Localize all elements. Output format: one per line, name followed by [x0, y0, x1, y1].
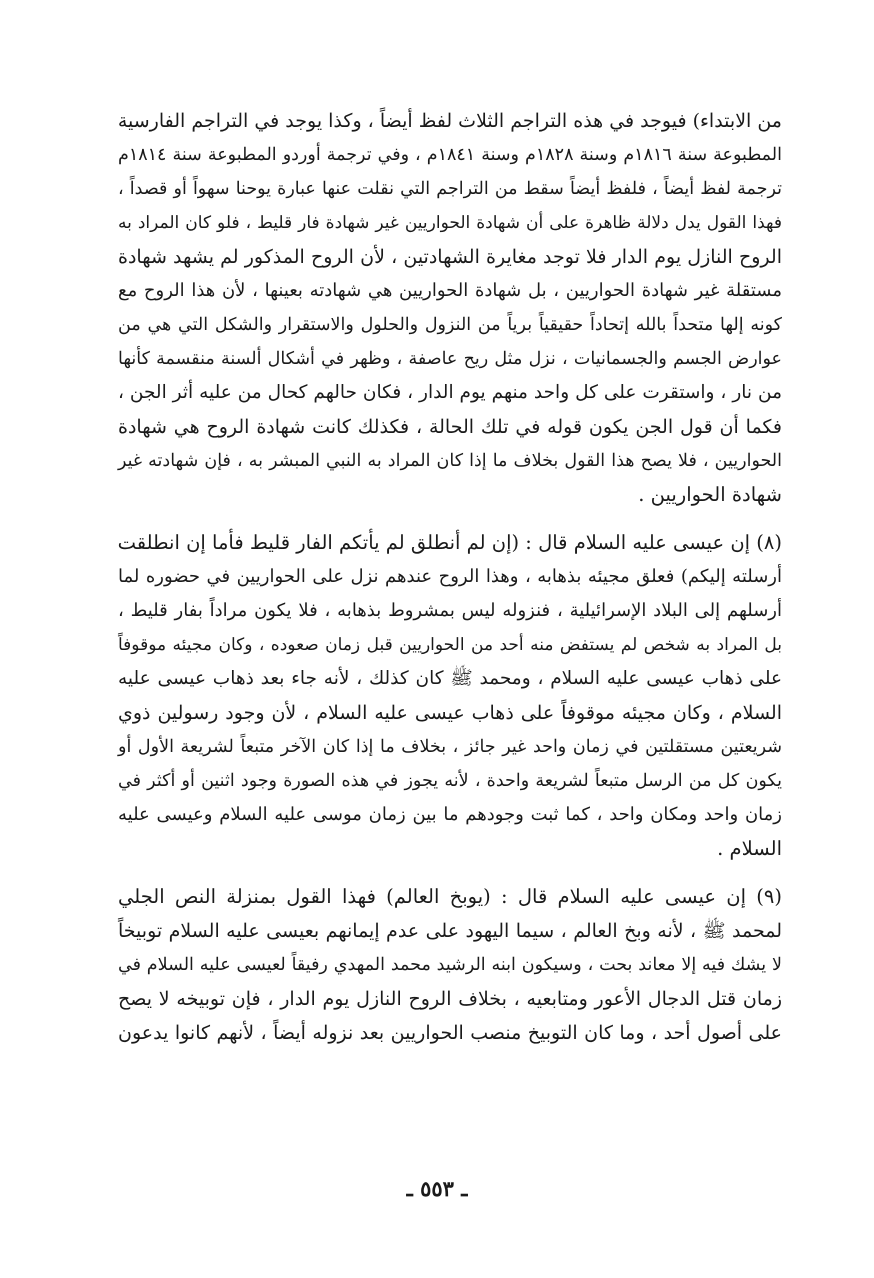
page-number: ـ ٥٥٣ ـ [406, 1176, 468, 1201]
text-line: زمان واحد ومكان واحد ، كما ثبت وجودهم ما بين زمان موسى عليه السلام وعيسى عليه [118, 804, 782, 825]
text-line: لمحمد ﷺ ، لأنه وبخ العالم ، سيما اليهود على عدم إيمانهم بعيسى عليه السلام توبيخاً [118, 920, 782, 942]
text-line: فهذا القول يدل دلالة ظاهرة على أن شهادة الحواريين غير شهادة فار قليط ، فلو كان المراد به [118, 213, 782, 233]
paragraph-point-9 [118, 880, 782, 1050]
text-line: بل المراد به شخص لم يستفض منه أحد من الحواريين قبل زمان صعوده ، وكان مجيئه موقوفاً [118, 635, 782, 655]
text-line: كونه إلها متحداً بالله إتحاداً حقيقياً برياً من النزول والحلول والاستقرار والشكل التي هي من [118, 315, 782, 335]
paragraph-continuation [118, 104, 782, 512]
text-line: من نار ، واستقرت على كل واحد منهم يوم الدار ، فكان حالهم كحال من عليه أثر الجن ، [118, 382, 782, 403]
text-line: يكون كل من الرسل متبعاً لشريعة واحدة ، لأنه يجوز في هذه الصورة وجود اثنين أو أكثر في [118, 771, 782, 791]
text-line: من الابتداء) فيوجد في هذه التراجم الثلاث لفظ أيضاً ، وكذا يوجد في التراجم الفارسية [117, 110, 782, 132]
text-line: على ذهاب عيسى عليه السلام ، ومحمد ﷺ كان كذلك ، لأنه جاء بعد ذهاب عيسى عليه [118, 668, 782, 689]
text-line: السلام ، وكان مجيئه موقوفاً على ذهاب عيسى عليه السلام ، لأن وجود رسولين ذوي [118, 702, 782, 724]
text-line: ترجمة لفظ أيضاً ، فلفظ أيضاً سقط من التراجم التي نقلت عنها عبارة يوحنا سهواً أو قصداً ، [118, 179, 782, 199]
page-body [118, 104, 782, 1184]
text-line: الحواريين ، فلا يصح هذا القول بخلاف ما إذا كان المراد به النبي المبشر به ، فإن شهادته غير [118, 451, 782, 471]
text-line: عوارض الجسم والجسمانيات ، نزل مثل ريح عاصفة ، وظهر في أشكال ألسنة منقسمة كأنها [118, 349, 782, 369]
text-line: لا يشك فيه إلا معاند بحت ، وسيكون ابنه الرشيد محمد المهدي رفيقاً لعيسى عليه السلام في [118, 955, 782, 975]
text-line: (٩) إن عيسى عليه السلام قال : (يوبخ العالم) فهذا القول بمنزلة النص الجلي [118, 885, 782, 908]
text-line: زمان قتل الدجال الأعور ومتابعيه ، بخلاف الروح النازل يوم الدار ، فإن توبيخه لا يصح [118, 988, 782, 1010]
text-line: مستقلة غير شهادة الحواريين ، بل شهادة الحواريين هي شهادته بعينها ، لأن هذا الروح مع [118, 280, 782, 301]
text-line: السلام . [717, 837, 782, 860]
text-line: شريعتين مستقلتين في زمان واحد غير جائز ، بخلاف ما إذا كان الآخر متبعاً لشريعة الأول أو [118, 737, 782, 757]
text-line: فكما أن قول الجن يكون قوله في تلك الحالة ، فكذلك كانت شهادة الروح هي شهادة [118, 416, 782, 438]
text-line: أرسلهم إلى البلاد الإسرائيلية ، فنزوله ليس بمشروط بذهابه ، فلا يكون مراداً بفار قليط ، [118, 600, 782, 621]
paragraph-point-8 [118, 526, 782, 866]
text-line: شهادة الحواريين . [638, 483, 782, 506]
text-line: على أصول أحد ، وما كان التوبيخ منصب الحواريين بعد نزوله أيضاً ، لأنهم كانوا يدعون [118, 1022, 782, 1044]
text-line: المطبوعة سنة ١٨١٦م وسنة ١٨٢٨م وسنة ١٨٤١م ، وفي ترجمة أوردو المطبوعة سنة ١٨١٤م [118, 145, 782, 165]
text-line: الروح النازل يوم الدار فلا توجد مغايرة الشهادتين ، لأن الروح المذكور لم يشهد شهادة [118, 246, 782, 268]
text-line: (٨) إن عيسى عليه السلام قال : (إن لم أنطلق لم يأتكم الفار قليط فأما إن انطلقت [117, 531, 782, 554]
text-line: أرسلته إليكم) فعلق مجيئه بذهابه ، وهذا الروح عندهم نزل على الحواريين في حضوره لما [118, 566, 782, 587]
